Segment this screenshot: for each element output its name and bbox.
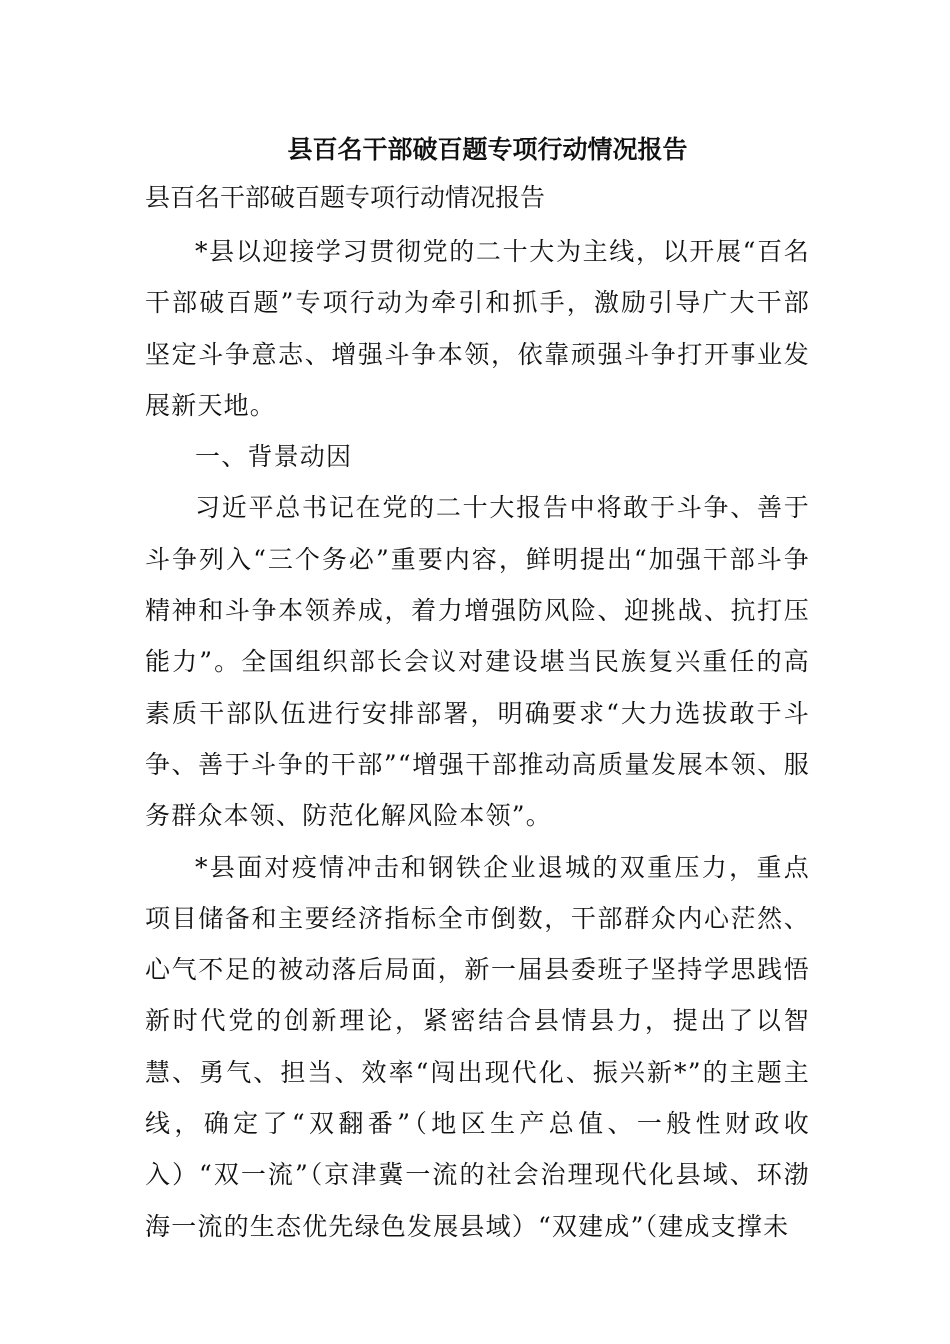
document-page xyxy=(145,128,810,1252)
document-title: 县百名干部破百题专项行动情况报告 xyxy=(287,135,688,164)
section-heading-background: 一、背景动因 xyxy=(195,442,353,472)
background-paragraph-2: *县面对疫情冲击和钢铁企业退城的双重压力，重点项目储备和主要经济指标全市倒数，干部群众内心茫然、心气不足的被动落后局面，新一届县委班子坚持学思践悟新时代党的创新理论，紧密结合县情县力，提出了以智慧、勇气、担当、效率“闯出现代化、振兴新*”的主题主线，确定了“双翻番”（地区生产总值、一般性财政收入）“双一流”（京津冀一流的社会治理现代化县域、环渤海一流的生态优先绿色发展县域）“双建成”（建成支撑未 xyxy=(145,852,810,1241)
intro-paragraph: *县以迎接学习贯彻党的二十大为主线，以开展“百名干部破百题”专项行动为牵引和抓手，激励引导广大干部坚定斗争意志、增强斗争本领，依靠顽强斗争打开事业发展新天地。 xyxy=(145,237,810,420)
document-subtitle: 县百名干部破百题专项行动情况报告 xyxy=(145,183,546,212)
background-paragraph-1: 习近平总书记在党的二十大报告中将敢于斗争、善于斗争列入“三个务必”重要内容，鲜明提出“加强干部斗争精神和斗争本领养成，着力增强防风险、迎挑战、抗打压能力”。全国组织部长会议对建设堪当民族复兴重任的高素质干部队伍进行安排部署，明确要求“大力选拔敢于斗争、善于斗争的干部”“增强干部推动高质量发展本领、服务群众本领、防范化解风险本领”。 xyxy=(145,493,810,831)
